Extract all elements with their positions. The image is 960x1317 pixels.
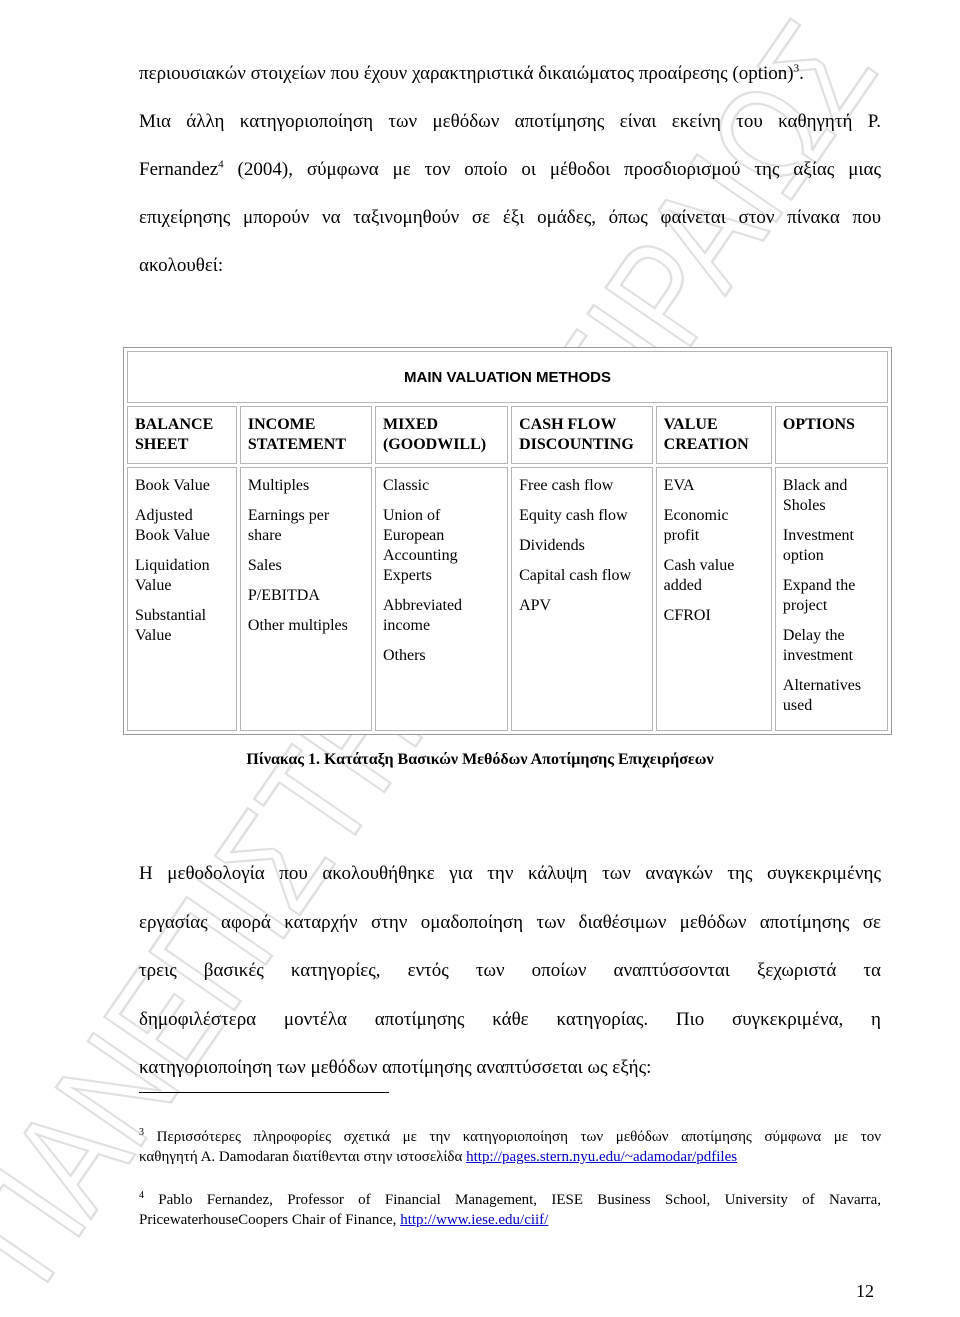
list-item: Delay the investment xyxy=(782,627,854,664)
page-number: 12 xyxy=(856,1281,874,1301)
column-header: OPTIONS xyxy=(775,406,888,464)
intro-line-1-text: περιουσιακών στοιχείων που έχουν χαρακτηριστικά δικαιώματος προαίρεσης (option) xyxy=(139,63,794,84)
table-caption: Πίνακας 1. Κατάταξη Βασικών Μεθόδων Αποτίμησης Επιχειρήσεων xyxy=(246,751,714,768)
list-item: Sales xyxy=(247,557,282,574)
footnote-line xyxy=(139,1127,881,1147)
list-item: Liquidation Value xyxy=(135,557,210,594)
intro-line: Μια άλλη κατηγοριοποίηση των μεθόδων αποτίμησης είναι εκείνη του καθηγητή P. xyxy=(139,111,881,132)
table-title: MAIN VALUATION METHODS xyxy=(127,351,888,403)
options-cell xyxy=(775,467,888,731)
footnote-mark: 4 xyxy=(139,1190,144,1201)
column-header: INCOME STATEMENT xyxy=(240,406,372,464)
footnote-text: Περισσότερες πληροφορίες σχετικά με την κατηγοριοποίηση των μεθόδων αποτίμησης σύμφωνα με τον xyxy=(144,1129,881,1145)
list-item: Adjusted Book Value xyxy=(135,507,210,544)
balance-sheet-cell xyxy=(127,467,237,731)
list-item: Substantial Value xyxy=(135,607,207,644)
intro-paragraph xyxy=(139,50,881,290)
mixed-goodwill-cell xyxy=(375,467,508,731)
footnote-line xyxy=(139,1190,881,1210)
list-item: Book Value xyxy=(135,477,210,494)
footnote-4 xyxy=(139,1190,881,1230)
intro-line: ακολουθεί: xyxy=(139,255,224,276)
iese-link[interactable]: http://www.iese.edu/ciif/ xyxy=(400,1212,549,1228)
list-item: Union of European Accounting Experts xyxy=(382,507,458,584)
list-item: Investment option xyxy=(782,527,854,564)
list-item: Capital cash flow xyxy=(519,567,632,584)
footnote-ref-4[interactable]: 4 xyxy=(218,158,224,171)
income-statement-cell xyxy=(240,467,372,731)
list-item: APV xyxy=(519,597,552,614)
damodaran-link[interactable]: http://pages.stern.nyu.edu/~adamodar/pdfiles xyxy=(466,1149,738,1165)
list-item: P/EBITDA xyxy=(247,587,320,604)
column-header: VALUE CREATION xyxy=(656,406,772,464)
intro-line xyxy=(139,146,881,194)
list-item: Other multiples xyxy=(247,617,348,634)
intro-line-1-end: . xyxy=(799,63,804,84)
list-item: Dividends xyxy=(519,537,585,554)
list-item: Economic profit xyxy=(663,507,729,544)
cash-flow-discounting-cell xyxy=(511,467,653,731)
list-item: Classic xyxy=(382,477,430,494)
intro-line-3-start: Fernandez xyxy=(139,159,219,180)
paragraph-line: κατηγοριοποίηση των μεθόδων αποτίμησης αναπτύσσεται ως εξής: xyxy=(139,1057,652,1078)
intro-line-3-rest: (2004), σύμφωνα με τον οποίο οι μέθοδοι προσδιορισμού της αξίας μιας xyxy=(223,159,881,180)
table-row xyxy=(127,467,888,731)
footnote-separator xyxy=(139,1092,389,1093)
list-item: Free cash flow xyxy=(519,477,614,494)
value-creation-cell xyxy=(656,467,772,731)
list-item: Earnings per share xyxy=(247,507,330,544)
list-item: EVA xyxy=(663,477,695,494)
footnote-text: Pablo Fernandez, Professor of Financial Management, IESE Business School, University of Navarra, xyxy=(144,1192,881,1208)
footnote-mark: 3 xyxy=(139,1127,144,1138)
footnote-line xyxy=(139,1147,881,1167)
list-item: Expand the project xyxy=(782,577,856,614)
column-header: CASH FLOW DISCOUNTING xyxy=(511,406,653,464)
list-item: Cash value added xyxy=(663,557,735,594)
paragraph-line: Η μεθοδολογία που ακολουθήθηκε για την κάλυψη των αναγκών της συγκεκριμένης xyxy=(139,863,881,884)
paragraph-line: τρεις βασικές κατηγορίες, εντός των οποίων αναπτύσσονται ξεχωριστά τα xyxy=(139,960,881,981)
list-item: Black and Sholes xyxy=(782,477,848,514)
list-item: CFROI xyxy=(663,607,711,624)
footnote-text: καθηγητή Α. Damodaran διατίθενται στην ιστοσελίδα xyxy=(139,1149,467,1165)
footnote-3 xyxy=(139,1127,881,1167)
column-header: BALANCE SHEET xyxy=(127,406,237,464)
paragraph-line: εργασίας αφορά καταρχήν στην ομαδοποίηση των διαθέσιμων μεθόδων αποτίμησης σε xyxy=(139,911,881,933)
footnote-line xyxy=(139,1210,881,1230)
list-item: Multiples xyxy=(247,477,310,494)
intro-line: επιχείρησης μπορούν να ταξινομηθούν σε έξι ομάδες, όπως φαίνεται στον πίνακα που xyxy=(139,207,881,228)
footnote-ref-3[interactable]: 3 xyxy=(793,62,800,75)
footnote-text: PricewaterhouseCoopers Chair of Finance, xyxy=(139,1212,401,1228)
list-item: Abbreviated income xyxy=(382,597,463,634)
column-header: MIXED (GOODWILL) xyxy=(375,406,508,464)
list-item: Equity cash flow xyxy=(519,507,628,524)
methodology-paragraph xyxy=(139,850,881,1093)
paragraph-line: δημοφιλέστερα μοντέλα αποτίμησης κάθε κατηγορίας. Πιο συγκεκριμένα, η xyxy=(139,1008,881,1030)
list-item: Others xyxy=(382,647,426,664)
valuation-methods-table xyxy=(123,347,892,735)
table-header-row xyxy=(127,406,888,464)
intro-line xyxy=(139,50,881,98)
list-item: Alternatives used xyxy=(782,677,862,714)
